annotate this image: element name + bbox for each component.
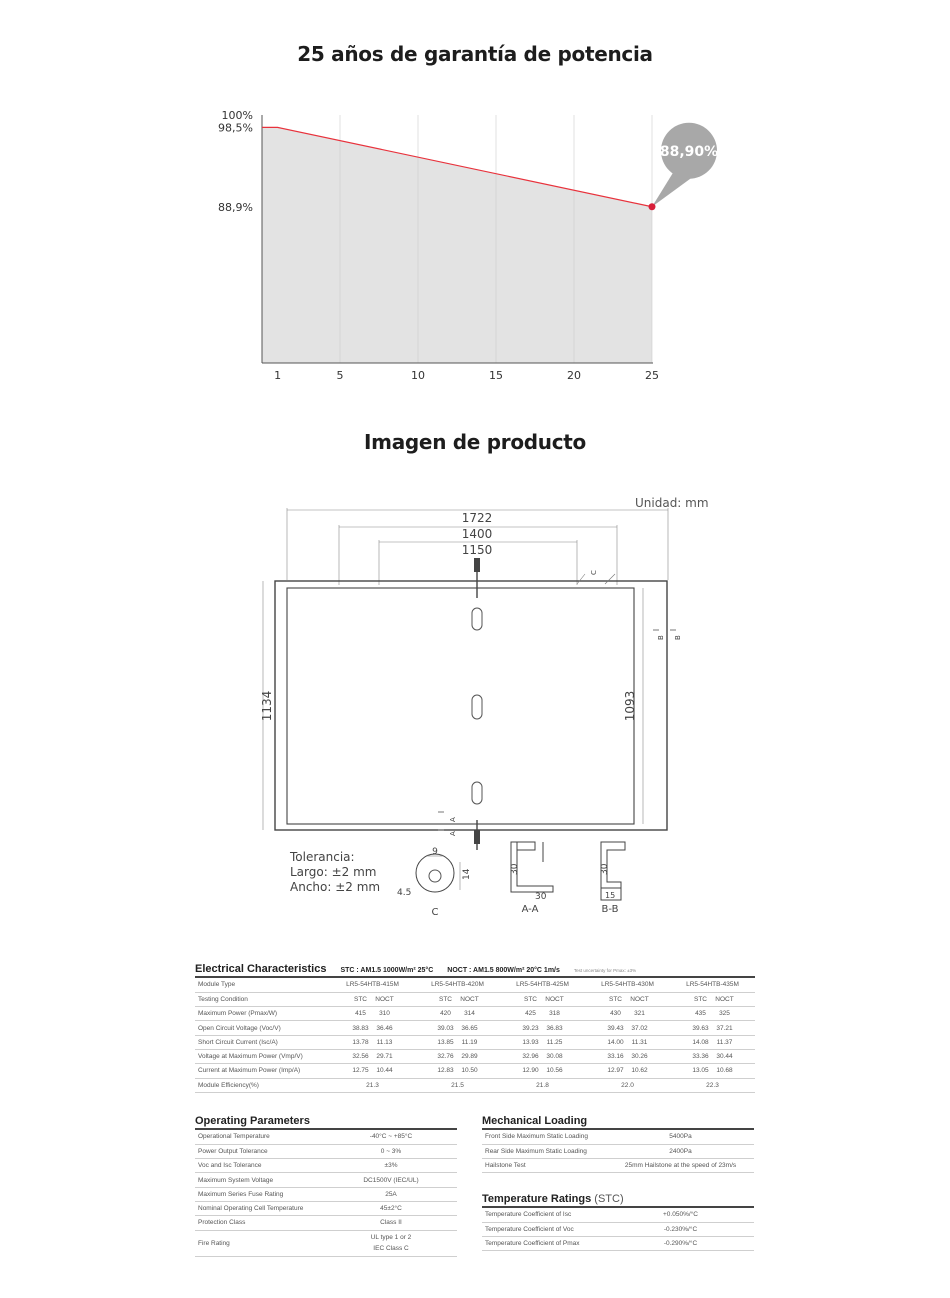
- module-dimension-drawing: [255, 490, 709, 930]
- cell-value: 12.83 10.50: [415, 1064, 500, 1078]
- cell-value: 13.05 10.68: [670, 1064, 755, 1078]
- marker-b-right: B: [674, 635, 682, 640]
- detail-9: 9: [432, 847, 438, 857]
- table-row: [482, 1222, 754, 1236]
- table-row: [195, 1144, 457, 1158]
- row-label: Short Circuit Current (Isc/A): [195, 1035, 330, 1049]
- table-row: [482, 1130, 754, 1144]
- temperature-table: [482, 1208, 754, 1251]
- cell-value: 39.03 36.65: [415, 1021, 500, 1035]
- testing-condition: STC NOCT: [500, 992, 585, 1006]
- cell-value: 13.85 11.19: [415, 1035, 500, 1049]
- cell-value: 33.36 30.44: [670, 1049, 755, 1063]
- chart-x-tick-label: 10: [411, 369, 425, 382]
- dim-1150: 1150: [461, 543, 493, 557]
- operating-parameters: [195, 1115, 457, 1257]
- mechanical-title: Mechanical Loading: [482, 1115, 754, 1130]
- detail-30-b: 30: [535, 892, 547, 902]
- tolerance-width: Ancho: ±2 mm: [290, 880, 381, 894]
- cell-value: 425 318: [500, 1007, 585, 1021]
- uncertainty-note: Test uncertainty for Pmax: ±3%: [573, 968, 637, 973]
- chart-y-tick-label: 88,9%: [218, 200, 253, 214]
- table-row: [195, 992, 755, 1006]
- chart-x-tick-label: 20: [567, 369, 581, 382]
- cell-value: 39.43 37.02: [585, 1021, 670, 1035]
- table-row: [195, 1159, 457, 1173]
- table-row: [195, 1035, 755, 1049]
- row-label: Voltage at Maximum Power (Vmp/V): [195, 1049, 330, 1063]
- cell-value: 430 321: [585, 1007, 670, 1021]
- testing-condition: STC NOCT: [585, 992, 670, 1006]
- table-row: [195, 1049, 755, 1063]
- efficiency-value: 22.0: [585, 1078, 670, 1092]
- cell-value: 13.78 11.13: [330, 1035, 415, 1049]
- row-value: 0 ~ 3%: [325, 1144, 457, 1158]
- row-label: Nominal Operating Cell Temperature: [195, 1201, 325, 1215]
- row-value: DC1500V (IEC/UL): [325, 1173, 457, 1187]
- cell-value: 14.00 11.31: [585, 1035, 670, 1049]
- tolerance-title: Tolerancia:: [290, 850, 355, 864]
- detail-15: 15: [605, 891, 616, 900]
- efficiency-label: Module Efficiency(%): [195, 1078, 330, 1092]
- cell-value: 12.90 10.56: [500, 1064, 585, 1078]
- table-row: [195, 1230, 457, 1256]
- detail-bb-label: B-B: [601, 904, 619, 915]
- operating-table: [195, 1130, 457, 1257]
- efficiency-value: 22.3: [670, 1078, 755, 1092]
- table-row: [195, 1216, 457, 1230]
- table-row: [195, 1187, 457, 1201]
- marker-b-left: B: [657, 635, 665, 640]
- testing-condition: STC NOCT: [670, 992, 755, 1006]
- cell-value: 415 310: [330, 1007, 415, 1021]
- electrical-title: Electrical Characteristics: [195, 963, 327, 975]
- table-row: [195, 1201, 457, 1215]
- chart-x-tick-label: 25: [645, 369, 659, 382]
- dim-1400: 1400: [461, 527, 493, 541]
- row-value: Class II: [325, 1216, 457, 1230]
- efficiency-value: 21.8: [500, 1078, 585, 1092]
- dim-height: 1134: [260, 690, 274, 722]
- fire-rating-value: UL type 1 or 2 IEC Class C: [325, 1230, 457, 1256]
- chart-end-value-label: 88,90%: [659, 143, 719, 160]
- module-type: LR5-54HTB-430M: [585, 978, 670, 992]
- mechanical-loading: [482, 1115, 754, 1173]
- marker-a-top: A: [449, 817, 457, 822]
- row-value: 2400Pa: [607, 1144, 754, 1158]
- module-type: LR5-54HTB-415M: [330, 978, 415, 992]
- tolerance-length: Largo: ±2 mm: [290, 865, 377, 879]
- row-label: Rear Side Maximum Static Loading: [482, 1144, 607, 1158]
- warranty-chart: [200, 95, 740, 395]
- row-label: Temperature Coefficient of Pmax: [482, 1237, 607, 1251]
- row-label: Open Circuit Voltage (Voc/V): [195, 1021, 330, 1035]
- table-row: [195, 1078, 755, 1092]
- chart-x-tick-label: 1: [274, 369, 282, 382]
- chart-end-point: [649, 203, 656, 210]
- testing-condition: STC NOCT: [330, 992, 415, 1006]
- table-row: [195, 1130, 457, 1144]
- row-value: ±3%: [325, 1159, 457, 1173]
- row-label: Temperature Coefficient of Voc: [482, 1222, 607, 1236]
- chart-x-tick-label: 5: [336, 369, 344, 382]
- row-value: +0.050%/°C: [607, 1208, 754, 1222]
- chart-area: [262, 127, 652, 363]
- product-title: Imagen de producto: [364, 430, 586, 454]
- marker-c: C: [590, 570, 598, 575]
- table-row: [482, 1237, 754, 1251]
- row-label: Maximum Series Fuse Rating: [195, 1187, 325, 1201]
- table-row: [195, 978, 755, 992]
- table-row: [482, 1159, 754, 1173]
- cell-value: 32.96 30.08: [500, 1049, 585, 1063]
- cell-value: 12.97 10.62: [585, 1064, 670, 1078]
- table-row: [195, 1007, 755, 1021]
- module-type: LR5-54HTB-435M: [670, 978, 755, 992]
- row-label: Maximum System Voltage: [195, 1173, 325, 1187]
- row-label: Power Output Tolerance: [195, 1144, 325, 1158]
- cell-value: 420 314: [415, 1007, 500, 1021]
- row-value: 25A: [325, 1187, 457, 1201]
- fire-rating-label: Fire Rating: [195, 1230, 325, 1256]
- warranty-title: 25 años de garantía de potencia: [297, 42, 653, 66]
- row-label: Maximum Power (Pmax/W): [195, 1007, 330, 1021]
- module-type: LR5-54HTB-420M: [415, 978, 500, 992]
- testing-condition-label: Testing Condition: [195, 992, 330, 1006]
- detail-c-label: C: [431, 907, 439, 918]
- row-label: Voc and Isc Tolerance: [195, 1159, 325, 1173]
- temperature-title: Temperature Ratings (STC): [482, 1193, 754, 1208]
- table-row: [482, 1208, 754, 1222]
- row-label: Hailstone Test: [482, 1159, 607, 1173]
- cell-value: 39.63 37.21: [670, 1021, 755, 1035]
- row-value: 5400Pa: [607, 1130, 754, 1144]
- dim-length: 1722: [461, 511, 493, 525]
- cell-value: 14.08 11.37: [670, 1035, 755, 1049]
- row-value: 45±2°C: [325, 1201, 457, 1215]
- unit-label: Unidad: mm: [635, 496, 709, 510]
- row-label: Temperature Coefficient of Isc: [482, 1208, 607, 1222]
- table-row: [195, 1021, 755, 1035]
- testing-condition: STC NOCT: [415, 992, 500, 1006]
- table-row: [195, 1173, 457, 1187]
- table-row: [482, 1144, 754, 1158]
- row-value: -0.290%/°C: [607, 1237, 754, 1251]
- electrical-characteristics: [195, 963, 755, 1093]
- chart-x-tick-label: 15: [489, 369, 503, 382]
- temperature-ratings: [482, 1193, 754, 1251]
- row-label: Protection Class: [195, 1216, 325, 1230]
- row-label: Operational Temperature: [195, 1130, 325, 1144]
- module-type: LR5-54HTB-425M: [500, 978, 585, 992]
- cell-value: 12.75 10.44: [330, 1064, 415, 1078]
- mechanical-table: [482, 1130, 754, 1173]
- detail-30-a: 30: [510, 863, 520, 875]
- cell-value: 39.23 36.83: [500, 1021, 585, 1035]
- module-type-label: Module Type: [195, 978, 330, 992]
- electrical-table: [195, 978, 755, 1093]
- cell-value: 38.83 36.46: [330, 1021, 415, 1035]
- detail-aa-label: A-A: [521, 904, 539, 915]
- stc-condition: STC : AM1.5 1000W/m² 25°C: [340, 967, 434, 974]
- detail-30-c: 30: [600, 863, 610, 875]
- cell-value: 13.93 11.25: [500, 1035, 585, 1049]
- cell-value: 32.76 29.89: [415, 1049, 500, 1063]
- row-label: Current at Maximum Power (Imp/A): [195, 1064, 330, 1078]
- efficiency-value: 21.5: [415, 1078, 500, 1092]
- row-label: Front Side Maximum Static Loading: [482, 1130, 607, 1144]
- table-row: [195, 1064, 755, 1078]
- chart-y-tick-label: 98,5%: [218, 121, 253, 135]
- row-value: 25mm Hailstone at the speed of 23m/s: [607, 1159, 754, 1173]
- row-value: -40°C ~ +85°C: [325, 1130, 457, 1144]
- cell-value: 33.16 30.26: [585, 1049, 670, 1063]
- noct-condition: NOCT : AM1.5 800W/m² 20°C 1m/s: [447, 967, 560, 974]
- detail-4-5: 4.5: [397, 888, 412, 898]
- detail-14: 14: [462, 868, 472, 880]
- marker-a-bottom: A: [449, 831, 457, 836]
- row-value: -0.230%/°C: [607, 1222, 754, 1236]
- chart-y-tick-label: 100%: [221, 109, 253, 122]
- efficiency-value: 21.3: [330, 1078, 415, 1092]
- cell-value: 32.56 29.71: [330, 1049, 415, 1063]
- dim-inner-height: 1093: [623, 690, 637, 722]
- operating-title: Operating Parameters: [195, 1115, 457, 1130]
- cell-value: 435 325: [670, 1007, 755, 1021]
